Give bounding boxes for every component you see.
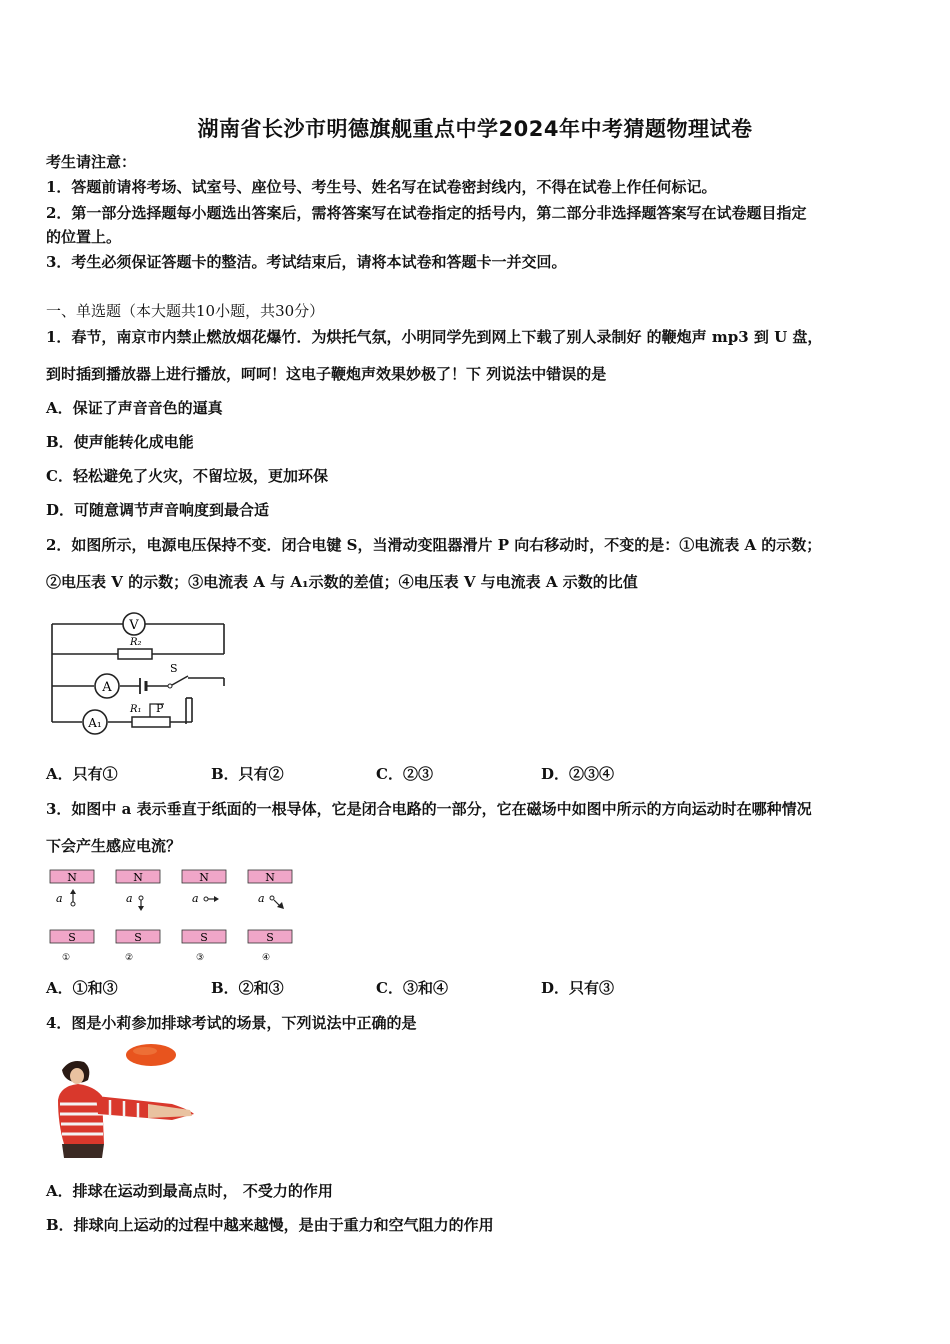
conductor-label: a: [56, 892, 63, 905]
q1-option-c: C．轻松避免了火灾，不留垃圾，更加环保: [46, 467, 328, 485]
q4-option-a: A．排球在运动到最高点时， 不受力的作用: [46, 1182, 333, 1200]
notice-heading: 考生请注意：: [46, 153, 137, 171]
q2-option-c: C．②③: [376, 765, 433, 783]
q4-stem: 4．图是小莉参加排球考试的场景，下列说法中正确的是: [46, 1014, 417, 1032]
r2-label: R₂: [130, 637, 142, 648]
q3-stem: 3．如图中 a 表示垂直于纸面的一根导体，它是闭合电路的一部分，它在磁场中如图中所示的方向运动时在哪种情况: [46, 800, 812, 818]
ammeter-label: A: [102, 680, 112, 695]
south-pole-label: S: [200, 931, 208, 944]
battery-icon: [140, 678, 146, 694]
north-pole-label: N: [133, 871, 143, 884]
notice-item: 1．答题前请将考场、试室号、座位号、考生号、姓名写在试卷密封线内，不得在试卷上作任何标记。: [46, 178, 717, 196]
q2-stem: 2．如图所示，电源电压保持不变．闭合电键 S，当滑动变阻器滑片 P 向右移动时，不变的是：①电流表 A 的示数；: [46, 536, 822, 554]
switch-label: S: [170, 662, 178, 675]
voltmeter-icon: [123, 613, 145, 635]
q3-option-d: D．只有③: [541, 979, 615, 997]
magnet-panel: [116, 870, 160, 963]
rheostat-r1-icon: [129, 702, 170, 727]
panel-number: ②: [125, 953, 134, 963]
panel-number: ①: [62, 953, 71, 963]
resistor-r2-icon: [118, 637, 152, 659]
panel-number: ③: [196, 953, 205, 963]
north-pole-label: N: [67, 871, 77, 884]
student-figure-icon: [58, 1061, 194, 1158]
q4-option-b: B．排球向上运动的过程中越来越慢，是由于重力和空气阻力的作用: [46, 1216, 494, 1234]
magnet-panel: [182, 870, 226, 963]
magnet-figure: [46, 866, 302, 964]
q3-option-c: C．③和④: [376, 979, 448, 997]
q2-stem: ②电压表 V 的示数；③电流表 A 与 A₁示数的差值；④电压表 V 与电流表 A 示数的比值: [46, 573, 638, 591]
volleyball-illustration: [52, 1040, 198, 1160]
circuit-diagram: [46, 606, 232, 736]
north-pole-label: N: [265, 871, 275, 884]
notice-item: 2．第一部分选择题每小题选出答案后，需将答案写在试卷指定的括号内，第二部分非选择题答案写在试卷题目指定: [46, 204, 807, 222]
r1-label: R₁: [130, 704, 142, 715]
q3-stem: 下会产生感应电流？: [46, 837, 182, 855]
magnet-panel: [50, 870, 94, 963]
q2-option-d: D．②③④: [541, 765, 615, 783]
page-title: 湖南省长沙市明德旗舰重点中学2024年中考猜题物理试卷: [197, 117, 753, 141]
q3-option-b: B．②和③: [211, 979, 284, 997]
ammeter1-label: A₁: [88, 716, 102, 730]
q1-stem: 到时插到播放器上进行播放，呵呵！这电子鞭炮声效果妙极了！下 列说法中错误的是: [46, 365, 607, 383]
north-pole-label: N: [199, 871, 209, 884]
switch-icon: [168, 662, 188, 688]
conductor-label: a: [126, 892, 133, 905]
section-heading: 一、单选题（本大题共10小题，共30分）: [46, 302, 325, 320]
q2-option-a: A．只有①: [46, 765, 118, 783]
q3-option-a: A．①和③: [46, 979, 118, 997]
q2-option-b: B．只有②: [211, 765, 284, 783]
south-pole-label: S: [266, 931, 274, 944]
volleyball-icon: [126, 1044, 176, 1066]
ammeter-icon: [95, 674, 119, 698]
magnet-panel: [248, 870, 292, 963]
voltmeter-label: V: [129, 618, 139, 633]
notice-item: 的位置上。: [46, 228, 122, 246]
q1-stem: 1．春节，南京市内禁止燃放烟花爆竹．为烘托气氛，小明同学先到网上下载了别人录制好 的鞭炮声 mp3 到 U 盘，: [46, 328, 823, 346]
south-pole-label: S: [68, 931, 76, 944]
q1-option-d: D．可随意调节声音响度到最合适: [46, 501, 270, 519]
south-pole-label: S: [134, 931, 142, 944]
ammeter-a1-icon: [83, 710, 107, 734]
q1-option-b: B．使声能转化成电能: [46, 433, 194, 451]
panel-number: ④: [262, 953, 271, 963]
notice-item: 3．考生必须保证答题卡的整洁。考试结束后，请将本试卷和答题卡一并交回。: [46, 253, 567, 271]
conductor-label: a: [192, 892, 199, 905]
slider-label: P: [156, 702, 164, 715]
conductor-label: a: [258, 892, 265, 905]
q1-option-a: A．保证了声音音色的逼真: [46, 399, 223, 417]
